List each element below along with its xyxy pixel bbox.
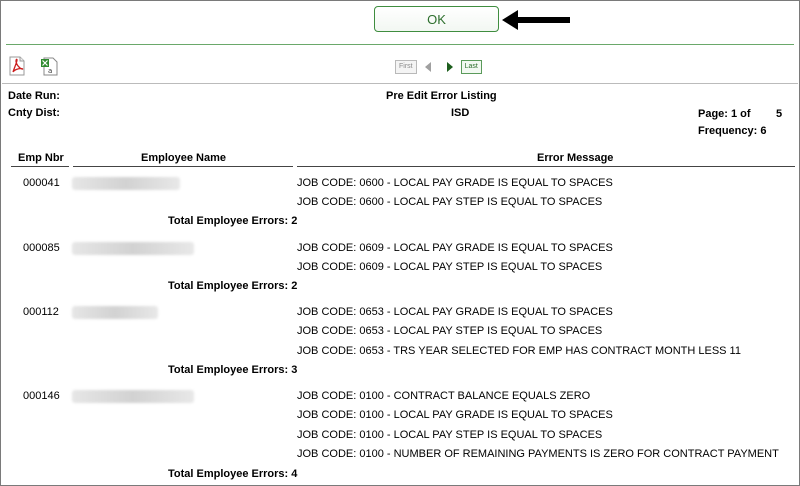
total-employee-errors: Total Employee Errors: 2 xyxy=(168,280,298,292)
redacted-employee-name xyxy=(72,306,158,319)
last-page-button[interactable]: Last xyxy=(461,60,482,74)
error-message: JOB CODE: 0653 - TRS YEAR SELECTED FOR EMP HAS CONTRACT MONTH LESS 11 xyxy=(297,345,741,357)
district-name: ISD xyxy=(451,107,470,119)
top-divider xyxy=(6,44,794,45)
total-employee-errors: Total Employee Errors: 4 xyxy=(168,468,298,480)
col-underline xyxy=(73,166,293,167)
pager xyxy=(395,60,482,74)
csv-export-icon[interactable] xyxy=(40,56,58,76)
next-page-icon[interactable] xyxy=(447,62,453,72)
ok-button[interactable]: OK xyxy=(374,6,499,32)
col-underline xyxy=(11,166,69,167)
emp-nbr: 000085 xyxy=(23,242,60,254)
error-message: JOB CODE: 0609 - LOCAL PAY STEP IS EQUAL TO SPACES xyxy=(297,261,603,273)
total-employee-errors: Total Employee Errors: 2 xyxy=(168,215,298,227)
redacted-employee-name xyxy=(72,242,194,255)
toolbar-divider xyxy=(2,83,798,84)
col-error-message: Error Message xyxy=(537,152,614,164)
svg-text:a: a xyxy=(48,67,53,75)
page-total: 5 xyxy=(776,108,783,120)
page-indicator: Page: 1 of xyxy=(698,108,751,120)
total-employee-errors: Total Employee Errors: 3 xyxy=(168,364,298,376)
col-emp-nbr: Emp Nbr xyxy=(18,152,64,164)
redacted-employee-name xyxy=(72,390,194,403)
emp-nbr: 000041 xyxy=(23,177,60,189)
frequency-label: Frequency: 6 xyxy=(698,125,767,137)
error-message: JOB CODE: 0600 - LOCAL PAY STEP IS EQUAL TO SPACES xyxy=(297,196,603,208)
emp-nbr: 000112 xyxy=(23,306,59,318)
error-message: JOB CODE: 0653 - LOCAL PAY GRADE IS EQUAL TO SPACES xyxy=(297,306,613,318)
error-message: JOB CODE: 0100 - CONTRACT BALANCE EQUALS ZERO xyxy=(297,390,591,402)
pdf-export-icon[interactable] xyxy=(8,56,26,76)
first-page-button[interactable]: First xyxy=(395,60,417,74)
error-message: JOB CODE: 0100 - LOCAL PAY GRADE IS EQUAL TO SPACES xyxy=(297,409,613,421)
redacted-employee-name xyxy=(72,177,180,190)
col-employee-name: Employee Name xyxy=(141,152,226,164)
cnty-dist-label: Cnty Dist: xyxy=(8,107,60,119)
error-message: JOB CODE: 0609 - LOCAL PAY GRADE IS EQUAL TO SPACES xyxy=(297,242,613,254)
error-message: JOB CODE: 0100 - NUMBER OF REMAINING PAYMENTS IS ZERO FOR CONTRACT PAYMENT xyxy=(297,448,779,460)
prev-page-icon[interactable] xyxy=(425,62,431,72)
error-message: JOB CODE: 0653 - LOCAL PAY STEP IS EQUAL TO SPACES xyxy=(297,325,603,337)
error-message: JOB CODE: 0600 - LOCAL PAY GRADE IS EQUAL TO SPACES xyxy=(297,177,613,189)
col-underline xyxy=(297,166,795,167)
error-message: JOB CODE: 0100 - LOCAL PAY STEP IS EQUAL TO SPACES xyxy=(297,429,603,441)
arrow-pointer-icon xyxy=(502,10,572,30)
report-title: Pre Edit Error Listing xyxy=(386,90,497,102)
emp-nbr: 000146 xyxy=(23,390,60,402)
date-run-label: Date Run: xyxy=(8,90,60,102)
